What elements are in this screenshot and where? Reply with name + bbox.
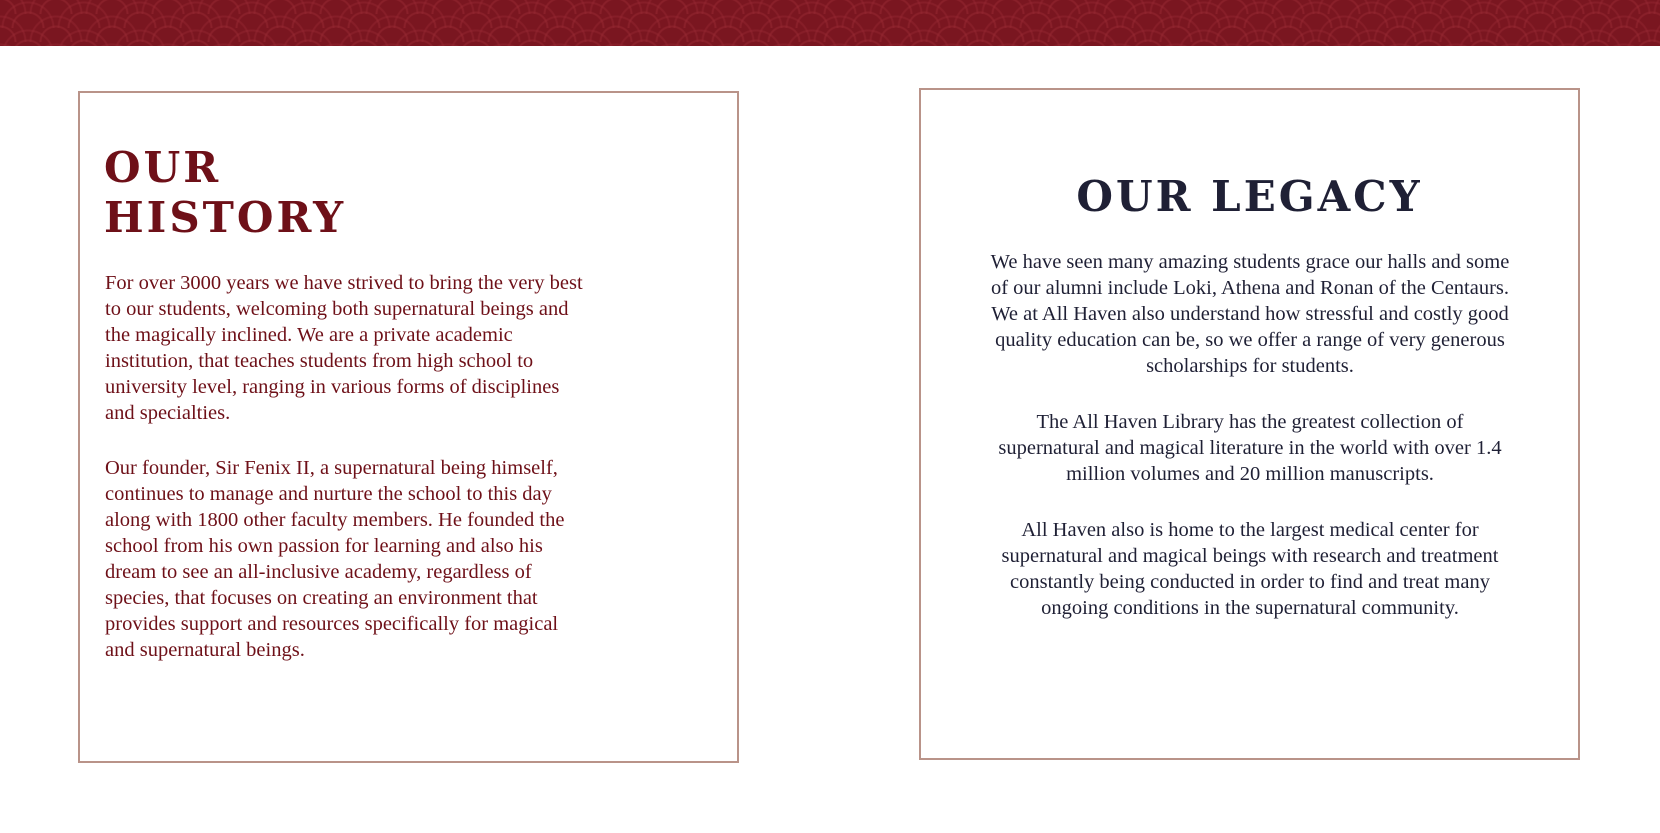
history-paragraph-1: For over 3000 years we have strived to bring the very best to our students, welcoming both supernatural beings and the magically inclined. We are a private academic institution, that teaches students from high school to university level, ranging in various forms of disciplines and specialties. <box>105 272 583 424</box>
legacy-card <box>919 88 1580 760</box>
history-title-line1: OUR <box>104 143 222 192</box>
history-title <box>104 143 504 243</box>
decorative-banner <box>0 0 1660 46</box>
history-paragraph-2: Our founder, Sir Fenix II, a supernatural being himself, continues to manage and nurture the school to this day along with 1800 other faculty members. He founded the school from his own passion for learning and also his dream to see an all-inclusive academy, regardless of species, that focuses on creating an environment that provides support and resources specifically for magical and supernatural beings. <box>105 457 565 661</box>
history-body <box>105 270 585 692</box>
legacy-body <box>985 249 1515 651</box>
history-card <box>78 91 739 763</box>
legacy-paragraph-1: We have seen many amazing students grace our halls and some of our alumni include Loki, Athena and Ronan of the Centaurs. We at All Haven also understand how stressful and costly good quality education can be, so we offer a range of very generous scholarships for students. <box>990 251 1510 377</box>
legacy-paragraph-2: The All Haven Library has the greatest collection of supernatural and magical literature in the world with over 1.4 million volumes and 20 million manuscripts. <box>998 411 1502 485</box>
legacy-title: OUR LEGACY <box>1076 172 1423 221</box>
history-title-line2: HISTORY <box>104 193 347 242</box>
legacy-paragraph-3: All Haven also is home to the largest medical center for supernatural and magical beings with research and treatment constantly being conducted in order to find and treat many ongoing conditions in the supernatural community. <box>1001 519 1499 619</box>
